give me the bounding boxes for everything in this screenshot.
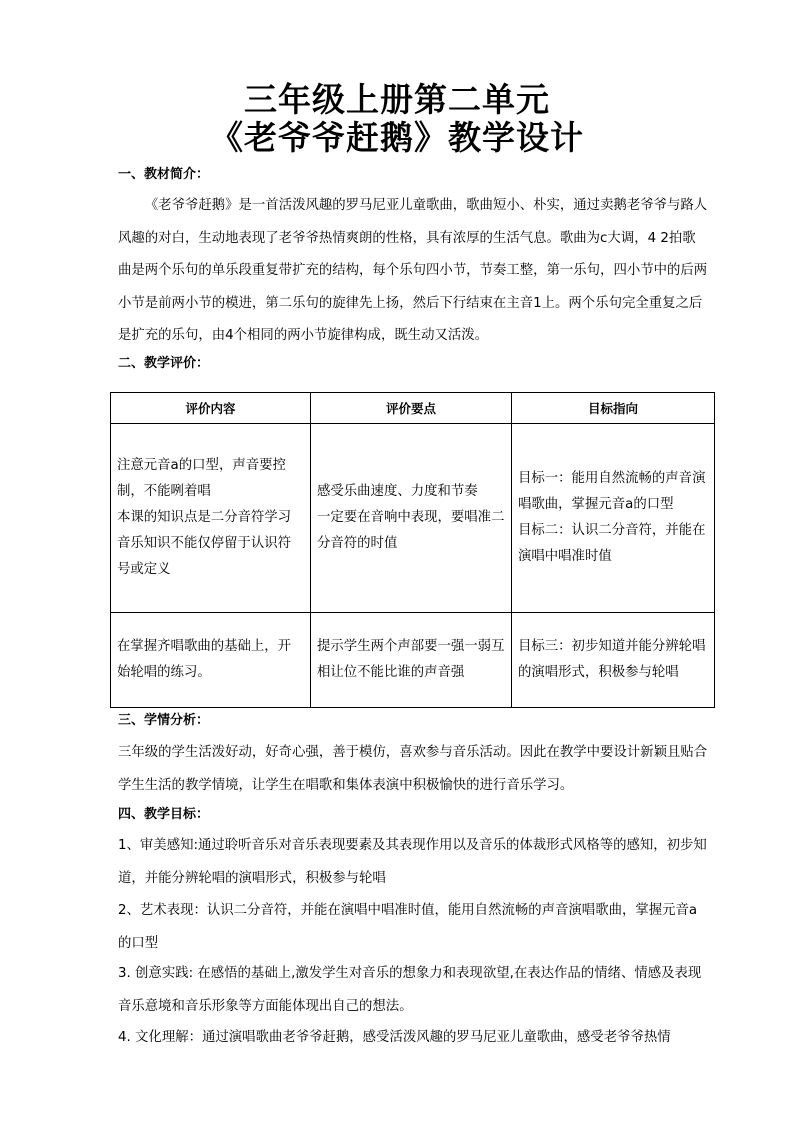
objective-item: 4. 文化理解：通过演唱歌曲老爷爷赶鹅，感受活泼风趣的罗马尼亚儿童歌曲，感受老爷爷热情 (118, 1030, 671, 1045)
cell-text: 目标二：认识二分音符，并能在演唱中唱准时值 (518, 523, 706, 564)
section-heading-materials: 一、教材简介： (118, 167, 210, 182)
table-row (111, 424, 715, 613)
table-row (111, 613, 715, 708)
table-header-cell: 评价要点 (311, 393, 512, 424)
section-heading-learner-analysis: 三、学情分析： (118, 713, 210, 728)
materials-paragraph: 《老爷爷赶鹅》是一首活泼风趣的罗马尼亚儿童歌曲，歌曲短小、朴实，通过卖鹅老爷爷与路人风趣的对白，生动地表现了老爷爷热情爽朗的性格，具有浓厚的生活气息。歌曲为c大调，4 2拍歌曲是两个乐句的单乐段重复带扩充的结构，每个乐句四小节，节奏工整，第一乐句，四小节中的后两小节是前两小节的模进，第二乐句的旋律先上扬，然后下行结束在主音1上。两个乐句完全重复之后是扩充的乐句，由4个相同的两小节旋律构成，既生动又活泼。 (118, 198, 708, 343)
evaluation-table (110, 392, 715, 708)
objective-item: 3. 创意实践: 在感悟的基础上,激发学生对音乐的想象力和表现欲望,在表达作品的情绪、情感及表现音乐意境和音乐形象等方面能体现出自己的想法。 (118, 966, 702, 1014)
cell-text: 注意元音a的口型，声音要控制，不能咧着唱 (117, 458, 286, 499)
cell-text: 目标三：初步知道并能分辨轮唱的演唱形式，积极参与轮唱 (518, 639, 706, 680)
document-title-line1: 三年级上册第二单元 (244, 80, 550, 119)
table-cell-content (111, 613, 311, 708)
learner-analysis-paragraph: 三年级的学生活泼好动，好奇心强，善于模仿，喜欢参与音乐活动。因此在教学中要设计新颖且贴合学生生活的教学情境，让学生在唱歌和集体表演中积极愉快的进行音乐学习。 (118, 745, 708, 793)
cell-text: 在掌握齐唱歌曲的基础上，开始轮唱的练习。 (117, 639, 292, 680)
cell-text: 目标一：能用自然流畅的声音演唱歌曲，掌握元音a的口型 (518, 471, 706, 512)
table-cell-points (311, 613, 512, 708)
cell-text: 感受乐曲速度、力度和节奏 (317, 484, 478, 499)
cell-text: 本课的知识点是二分音符学习音乐知识不能仅停留于认识符号或定义 (117, 510, 292, 577)
table-cell-content (111, 424, 311, 613)
cell-text: 提示学生两个声部要一强一弱互相让位不能比谁的声音强 (317, 639, 505, 680)
section-heading-evaluation: 二、教学评价： (118, 356, 210, 371)
document-title-line2: 《老爷爷赶鹅》教学设计 (210, 118, 584, 157)
table-header-row (111, 393, 715, 424)
section-heading-objectives: 四、教学目标： (118, 807, 210, 822)
objective-item: 2、艺术表现：认识二分音符，并能在演唱中唱准时值，能用自然流畅的声音演唱歌曲，掌握元音a的口型 (118, 903, 698, 951)
table-cell-points (311, 424, 512, 613)
objective-item: 1、审美感知:通过聆听音乐对音乐表现要素及其表现作用以及音乐的体裁形式风格等的感知，初步知道，并能分辨轮唱的演唱形式，积极参与轮唱 (118, 838, 707, 886)
table-header-cell: 评价内容 (111, 393, 311, 424)
table-cell-goals (512, 613, 715, 708)
table-cell-goals (512, 424, 715, 613)
cell-text: 一定要在音响中表现，要唱准二分音符的时值 (317, 510, 505, 551)
table-header-cell: 目标指向 (512, 393, 715, 424)
